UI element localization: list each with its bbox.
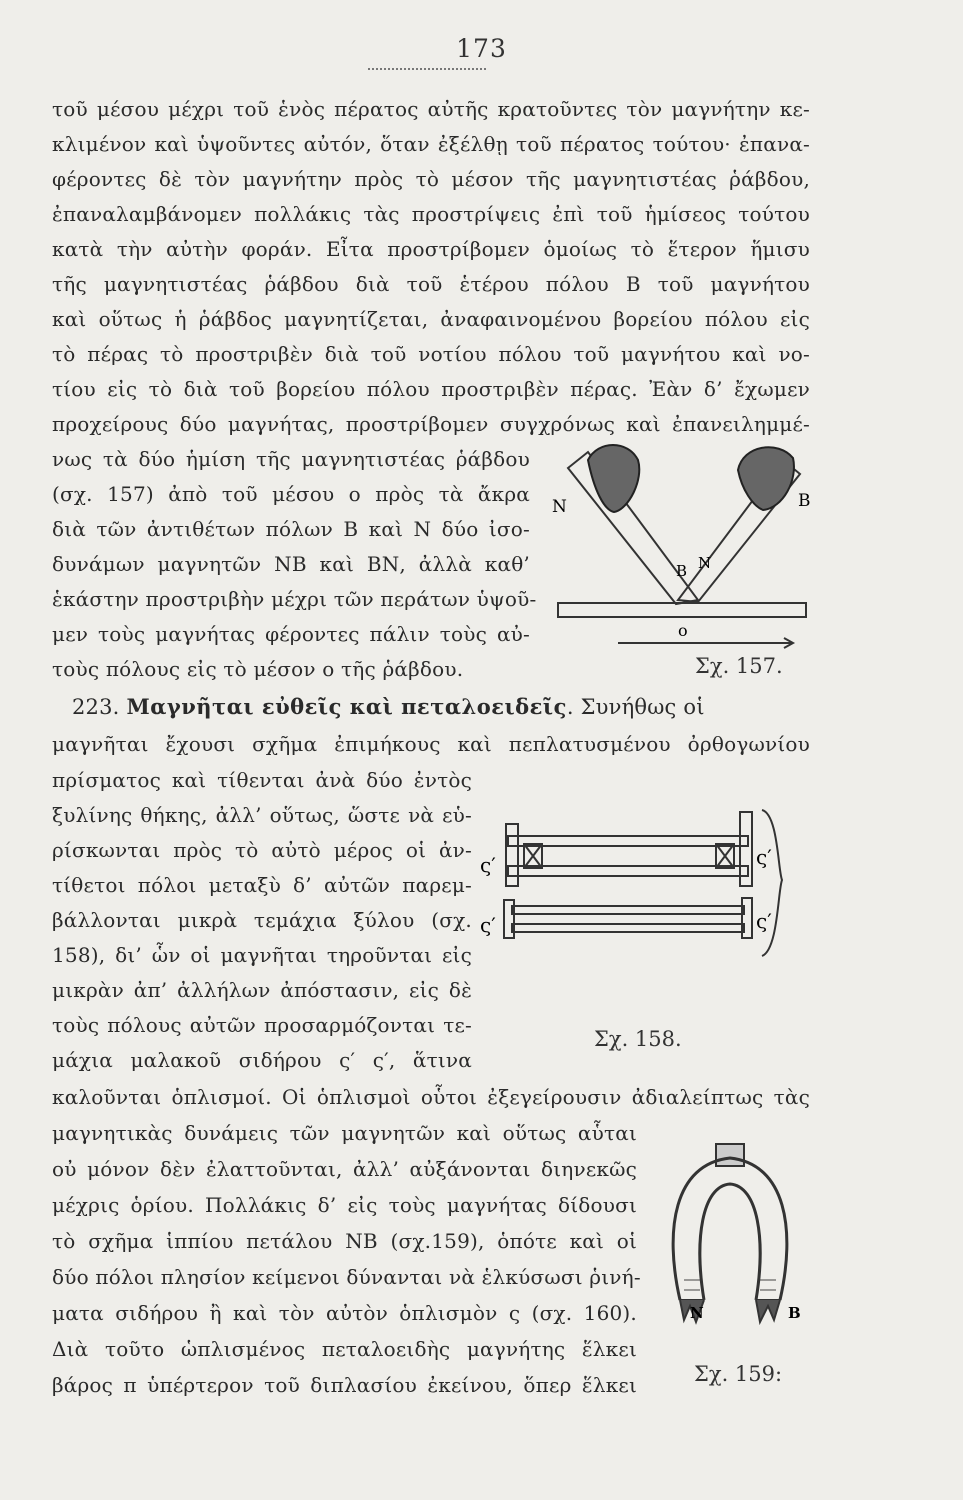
text-line: τὸ σχῆμα ἱππίου πετάλου ΝΒ (σχ.159), ὁπότε καὶ οἱ — [52, 1229, 637, 1253]
text-line: βάλλονται μικρὰ τεμάχια ξύλου (σχ. — [52, 908, 472, 932]
text-line: ἐπαναλαμβάνομεν πολλάκις τὰς προστρίψεις ἐπὶ τοῦ ἡμίσεος τούτου — [52, 202, 810, 226]
armature-holder — [716, 1144, 744, 1166]
upper-magnet-bottom — [508, 866, 748, 876]
rod-to-magnetize — [558, 603, 806, 617]
figure-158 — [478, 800, 808, 970]
text-line: οὐ μόνον δὲν ἐλαττοῦνται, ἀλλ’ αὐξάνονται διηνεκῶς — [52, 1157, 637, 1181]
text-line: μάχια μαλακοῦ σιδήρου ς′ ς′, ἅτινα — [52, 1048, 472, 1072]
label-n: N — [690, 1304, 704, 1322]
label-b-right: B — [798, 491, 811, 511]
upper-magnet-top — [508, 836, 748, 846]
text-line: μαγνητικὰς δυνάμεις τῶν μαγνητῶν καὶ οὕτως αὗται — [52, 1121, 637, 1145]
text-line: Διὰ τοῦτο ὡπλισμένος πεταλοειδὴς μαγνήτης ἕλκει — [52, 1337, 637, 1361]
text-line: φέροντες δὲ τὸν μαγνήτην πρὸς τὸ μέσον τῆς μαγνητιστέας ῥάβδου, — [52, 167, 810, 191]
text-line: πρίσματος καὶ τίθενται ἀνὰ δύο ἐντὸς — [52, 768, 472, 792]
figure-158-caption: Σχ. 158. — [594, 1027, 682, 1051]
filings-right — [756, 1300, 780, 1322]
label-s-right-lower: ς′ — [756, 909, 772, 933]
text-line: τὸ πέρας τὸ προστριβὲν διὰ τοῦ νοτίου πόλου τοῦ μαγνήτου καὶ νο- — [52, 342, 810, 366]
horseshoe-outer — [673, 1158, 787, 1300]
brace — [762, 810, 782, 956]
text-line: νως τὰ δύο ἡμίση τῆς μαγνητιστέας ῥάβδου — [52, 447, 530, 471]
lower-magnet-top — [512, 906, 744, 914]
text-line: (σχ. 157) ἀπὸ τοῦ μέσου ο πρὸς τὰ ἄκρα — [52, 482, 530, 506]
text-line: κατὰ τὴν αὐτὴν φοράν. Εἶτα προστρίβομεν ὁμοίως τὸ ἕτερον ἥμισυ — [52, 237, 810, 261]
text-line: κλιμένον καὶ ὑψοῦντες αὐτόν, ὅταν ἐξέλθῃ τοῦ πέρατος τούτου· ἐπανα- — [52, 132, 810, 156]
text-line: δύο πόλοι πλησίον κείμενοι δύνανται νὰ ἑλκύσωσι ῥινή- — [52, 1265, 641, 1289]
label-s-left-upper: ς′ — [480, 853, 496, 877]
text-line: διὰ τῶν ἀντιθέτων πόλων Β καὶ Ν δύο ἰσο- — [52, 517, 530, 541]
armature-right-upper — [740, 812, 752, 886]
figure-159 — [660, 1140, 810, 1330]
section-title-suffix: . Συνήθως οἱ — [566, 695, 705, 719]
text-line: τοὺς πόλους εἰς τὸ μέσον ο τῆς ῥάβδου. — [52, 657, 464, 681]
text-line: τοῦ μέσου μέχρι τοῦ ἑνὸς πέρατος αὐτῆς κρατοῦντες τὸν μαγνήτην κε- — [52, 97, 810, 121]
section-number: 223. — [72, 695, 120, 719]
figure-157-caption: Σχ. 157. — [695, 654, 783, 678]
page-number-rule — [368, 68, 486, 70]
text-line: βάρος π ὑπέρτερον τοῦ διπλασίου ἐκείνου, ὅπερ ἕλκει — [52, 1373, 637, 1397]
text-line: ἑκάστην προστριβὴν μέχρι τῶν περάτων ὑψοῦ- — [52, 587, 537, 611]
horseshoe-inner — [700, 1184, 760, 1300]
text-line: μικρὰν ἀπ’ ἀλλήλων ἀπόστασιν, εἰς δὲ — [52, 978, 472, 1002]
text-line: τοὺς πόλους αὐτῶν προσαρμόζονται τε- — [52, 1013, 472, 1037]
label-n-mid: N — [698, 554, 712, 572]
right-hand — [738, 447, 794, 510]
text-line: μαγνῆται ἔχουσι σχῆμα ἐπιμήκους καὶ πεπλατυσμένου ὀρθογωνίου — [52, 732, 810, 756]
figure-159-caption: Σχ. 159: — [694, 1362, 783, 1386]
text-line: ματα σιδήρου ἢ καὶ τὸν αὐτὸν ὁπλισμὸν ς (σχ. 160). — [52, 1301, 637, 1325]
text-line: δυνάμων μαγνητῶν ΝΒ καὶ ΒΝ, ἀλλὰ καθ’ — [52, 552, 530, 576]
text-line: μεν τοὺς μαγνήτας φέροντες πάλιν τοὺς αὐ- — [52, 622, 530, 646]
text-line: τίου εἰς τὸ διὰ τοῦ βορείου πόλου προστριβὲν πέρας. Ἐὰν δ’ ἔχωμεν — [52, 377, 810, 401]
text-line: ξυλίνης θήκης, ἀλλ’ οὕτως, ὥστε νὰ εὑ- — [52, 803, 472, 827]
text-line: προχείρους δύο μαγνήτας, προστρίβομεν συγχρόνως καὶ ἐπανειλημμέ- — [52, 412, 810, 436]
label-b-mid: B — [676, 562, 688, 580]
lower-magnet-bottom — [512, 924, 744, 932]
text-line: καλοῦνται ὁπλισμοί. Οἱ ὁπλισμοὶ οὗτοι ἐξεγείρουσιν ἀδιαλείπτως τὰς — [52, 1085, 810, 1109]
page-number: 173 — [456, 34, 507, 63]
label-s-left-lower: ς′ — [480, 913, 496, 937]
figure-157 — [548, 440, 818, 660]
label-o: o — [678, 621, 688, 640]
section-title: Μαγνῆται εὐθεῖς καὶ πεταλοειδεῖς — [126, 694, 567, 719]
text-line: μέχρις ὁρίου. Πολλάκις δ’ εἰς τοὺς μαγνήτας δίδουσι — [52, 1193, 637, 1217]
text-line: τίθετοι πόλοι μεταξὺ δ’ αὐτῶν παρεμ- — [52, 873, 472, 897]
text-line: τῆς μαγνητιστέας ῥάβδου διὰ τοῦ ἑτέρου πόλου Β τοῦ μαγνήτου — [52, 272, 810, 296]
label-b: B — [788, 1304, 801, 1322]
text-line: ρίσκωνται πρὸς τὸ αὐτὸ μέρος οἱ ἀν- — [52, 838, 472, 862]
text-line: καὶ οὕτως ἡ ῥάβδος μαγνητίζεται, ἀναφαινομένου βορείου πόλου εἰς — [52, 307, 810, 331]
section-heading — [72, 690, 810, 724]
label-n-left: N — [552, 497, 567, 517]
text-line: 158), δι’ ὧν οἱ μαγνῆται τηροῦνται εἰς — [52, 943, 472, 967]
label-s-right-upper: ς′ — [756, 845, 772, 869]
